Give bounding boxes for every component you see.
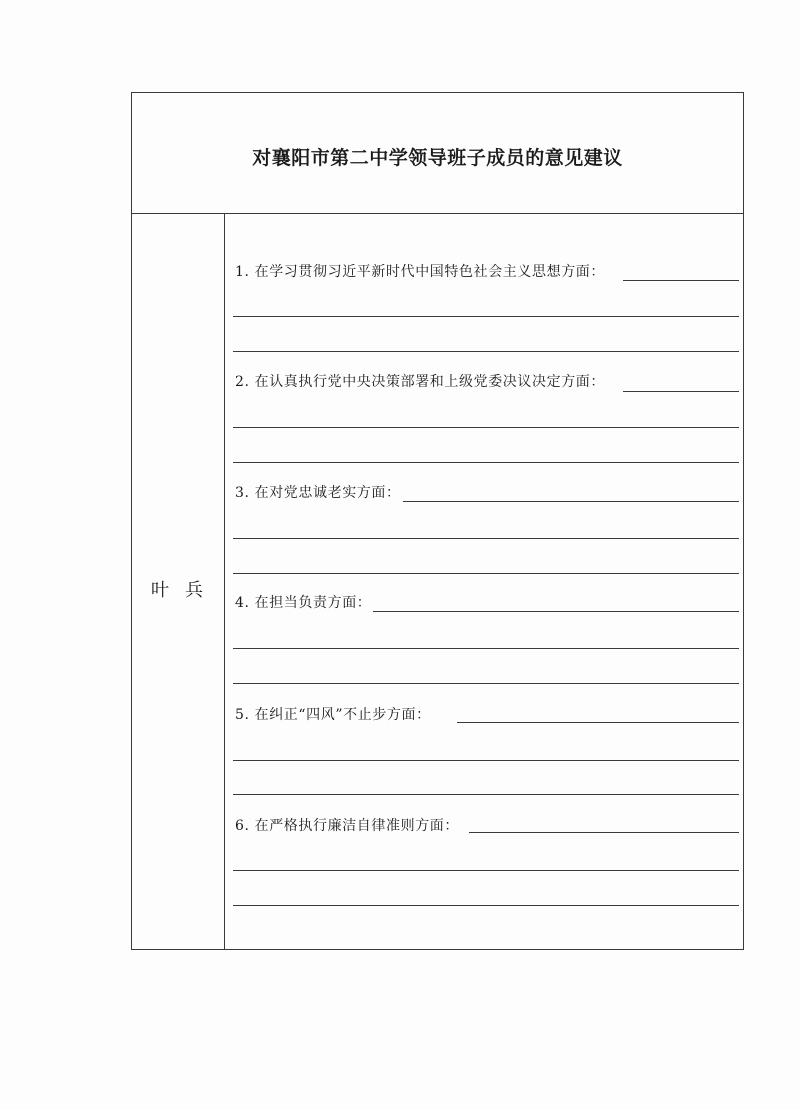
answer-line[interactable] [403, 501, 739, 502]
answer-line[interactable] [373, 611, 739, 612]
answer-line[interactable] [233, 427, 739, 428]
leader-name: 叶兵 [151, 580, 219, 601]
section-1 [225, 214, 743, 324]
name-column [132, 214, 225, 949]
section-prompt [235, 373, 605, 391]
section-prompt-text: 1. 在学习贯彻习近平新时代中国特色社会主义思想方面： [235, 264, 606, 280]
answer-line[interactable] [233, 538, 739, 539]
section-prompt-text: 4. 在担当负责方面： [235, 595, 372, 611]
section-5 [225, 657, 743, 767]
section-4 [225, 545, 743, 655]
answer-line[interactable] [233, 648, 739, 649]
section-2 [225, 324, 743, 434]
section-6 [225, 768, 743, 878]
answer-line[interactable] [457, 722, 739, 723]
answer-line[interactable] [233, 316, 739, 317]
section-prompt [235, 706, 431, 724]
answer-line[interactable] [623, 391, 739, 392]
title-row [132, 93, 743, 214]
section-prompt-text: 6. 在严格执行廉洁自律准则方面： [235, 818, 460, 834]
section-prompt-text: 3. 在对党忠诚老实方面： [235, 485, 401, 501]
opinion-form [131, 92, 744, 950]
section-prompt [235, 484, 401, 502]
answer-line[interactable] [623, 280, 739, 281]
content-column [225, 214, 743, 949]
section-prompt-text: 5. 在纠正“四风”不止步方面： [235, 707, 431, 723]
answer-line[interactable] [233, 905, 739, 906]
answer-line[interactable] [469, 832, 739, 833]
section-prompt [235, 594, 371, 612]
answer-line[interactable] [233, 760, 739, 761]
answer-line[interactable] [233, 870, 739, 871]
form-title: 对襄阳市第二中学领导班子成员的意见建议 [252, 146, 623, 169]
section-prompt-text: 2. 在认真执行党中央决策部署和上级党委决议决定方面： [235, 374, 606, 390]
section-prompt [235, 263, 605, 281]
section-3 [225, 435, 743, 545]
section-prompt [235, 817, 459, 835]
